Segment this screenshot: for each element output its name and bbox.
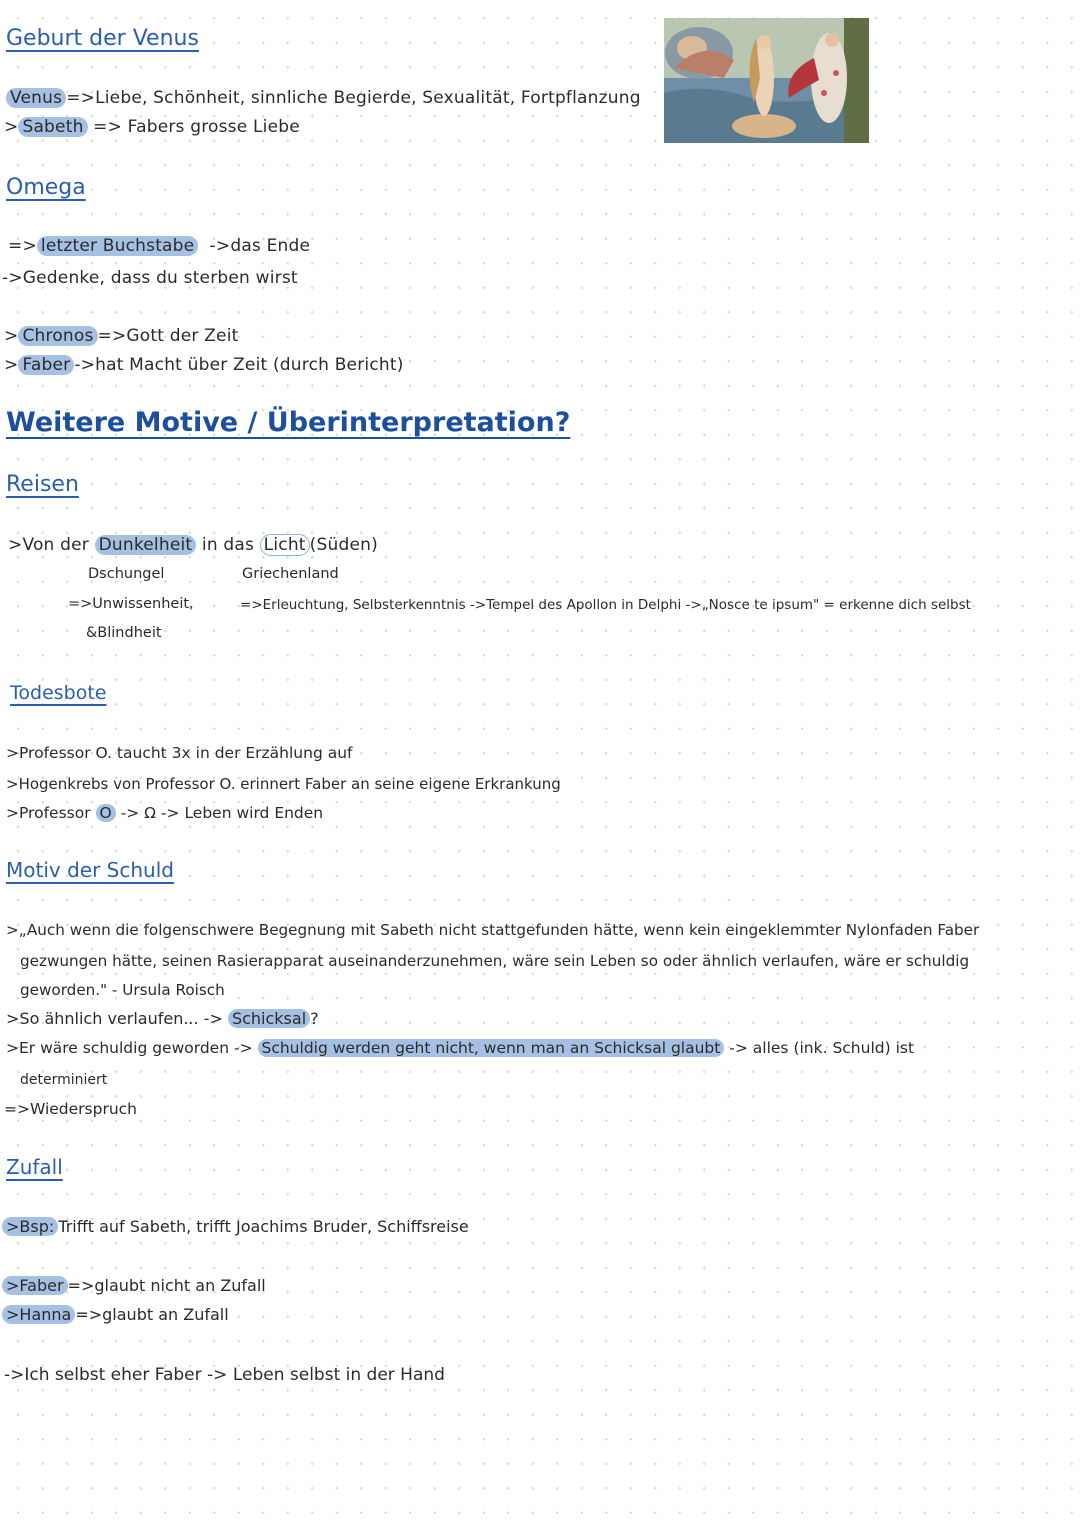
venus-heading: Geburt der Venus [6,26,199,51]
zufall-conclusion: ->Ich selbst eher Faber -> Leben selbst in der Hand [4,1365,445,1385]
schuld-heading: Motiv der Schuld [6,858,174,882]
todesbote-line-3 [6,804,323,822]
omega-heading: Omega [6,175,86,200]
bsp-tag: >Bsp: [2,1217,58,1236]
professor-text: >Professor [6,804,91,822]
zufall-line-1 [2,1217,469,1236]
erleuchtung-line: =>Erleuchtung, Selbsterkenntnis ->Tempel des Apollon in Delphi ->„Nosce te ipsum" = erkenne dich selbst [240,597,971,613]
todesbote-heading: Todesbote [10,682,107,704]
faber-time-text: ->hat Macht über Zeit (durch Bericht) [74,355,404,375]
birth-of-venus-painting [664,18,869,143]
faber-zufall-text: =>glaubt nicht an Zufall [67,1276,266,1295]
schuldig-text: >Er wäre schuldig geworden -> [6,1039,253,1057]
chronos-tag: Chronos [18,326,97,346]
reisen-text-a: >Von der [8,535,89,555]
chronos-prefix: > [4,326,19,346]
faber-time-line [4,355,404,375]
letzter-buchstabe-tag: letzter Buchstabe [37,236,198,256]
determiniert-text: -> alles (ink. Schuld) ist [729,1039,915,1057]
schicksal-line [6,1009,319,1028]
verlaufen-text: >So ähnlich verlaufen... -> [6,1009,223,1028]
faber-prefix: > [4,355,19,375]
omega-line-2: ->Gedenke, dass du sterben wirst [2,268,298,288]
zufall-heading: Zufall [6,1155,63,1179]
painting-illustration [664,18,869,143]
blindheit-label: &Blindheit [86,625,162,641]
schicksal-question: ? [310,1009,319,1028]
schuld-quote-2: gezwungen hätte, seinen Rasierapparat auseinanderzunehmen, wäre sein Leben so oder ähnlich verlaufen, wäre er schuldig [20,952,970,970]
weitere-motive-heading: Weitere Motive / Überinterpretation? [6,407,571,438]
reisen-heading: Reisen [6,472,79,497]
o-tag: O [96,804,116,822]
hanna-tag: >Hanna [2,1305,75,1324]
schicksal-tag: Schicksal [228,1009,310,1028]
sabeth-prefix: > [4,117,19,137]
griechenland-label: Griechenland [242,566,339,582]
omega-line-1 [8,236,310,256]
zufall-hanna-line [2,1305,229,1324]
schuld-quote-3: geworden." - Ursula Roisch [20,981,225,999]
schuld-quote-1: >„Auch wenn die folgenschwere Begegnung mit Sabeth nicht stattgefunden hätte, wenn kein eingeklemmter Nylonfaden Faber [6,921,980,939]
chronos-line-text: =>Gott der Zeit [97,326,239,346]
dunkelheit-tag: Dunkelheit [95,535,197,555]
sabeth-line-text: => Fabers grosse Liebe [93,117,300,137]
schuldig-line [6,1039,914,1057]
venus-line-text: =>Liebe, Schönheit, sinnliche Begierde, Sexualität, Fortpflanzung [66,88,641,108]
determiniert-line: determiniert [20,1072,108,1088]
dschungel-label: Dschungel [88,566,165,582]
schuldig-werden-tag: Schuldig werden geht nicht, wenn man an Schicksal glaubt [258,1039,725,1057]
omega-line-1-text: ->das Ende [209,236,311,256]
zufall-faber-line [2,1276,266,1295]
faber-tag: Faber [18,355,74,375]
unwissenheit-label: =>Unwissenheit, [68,596,194,612]
todesbote-line-1: >Professor O. taucht 3x in der Erzählung auf [6,744,353,762]
venus-line [6,88,641,108]
faber-zufall-tag: >Faber [2,1276,68,1295]
hanna-text: =>glaubt an Zufall [75,1305,229,1324]
omega-prefix: => [8,236,37,256]
sabeth-tag: Sabeth [18,117,87,137]
bsp-text: Trifft auf Sabeth, trifft Joachims Bruder, Schiffsreise [58,1217,469,1236]
licht-tag: Licht [260,534,310,556]
sabeth-line [4,117,300,137]
venus-tag: Venus [6,88,66,108]
todesbote-line-2: >Hogenkrebs von Professor O. erinnert Faber an seine eigene Erkrankung [6,775,561,793]
reisen-line [8,535,378,555]
leben-enden-text: -> Ω -> Leben wird Enden [120,804,324,822]
chronos-line [4,326,238,346]
reisen-text-b: in das [201,535,255,555]
reisen-text-c: (Süden) [309,535,378,555]
wiederspruch-line: =>Wiederspruch [4,1100,138,1118]
